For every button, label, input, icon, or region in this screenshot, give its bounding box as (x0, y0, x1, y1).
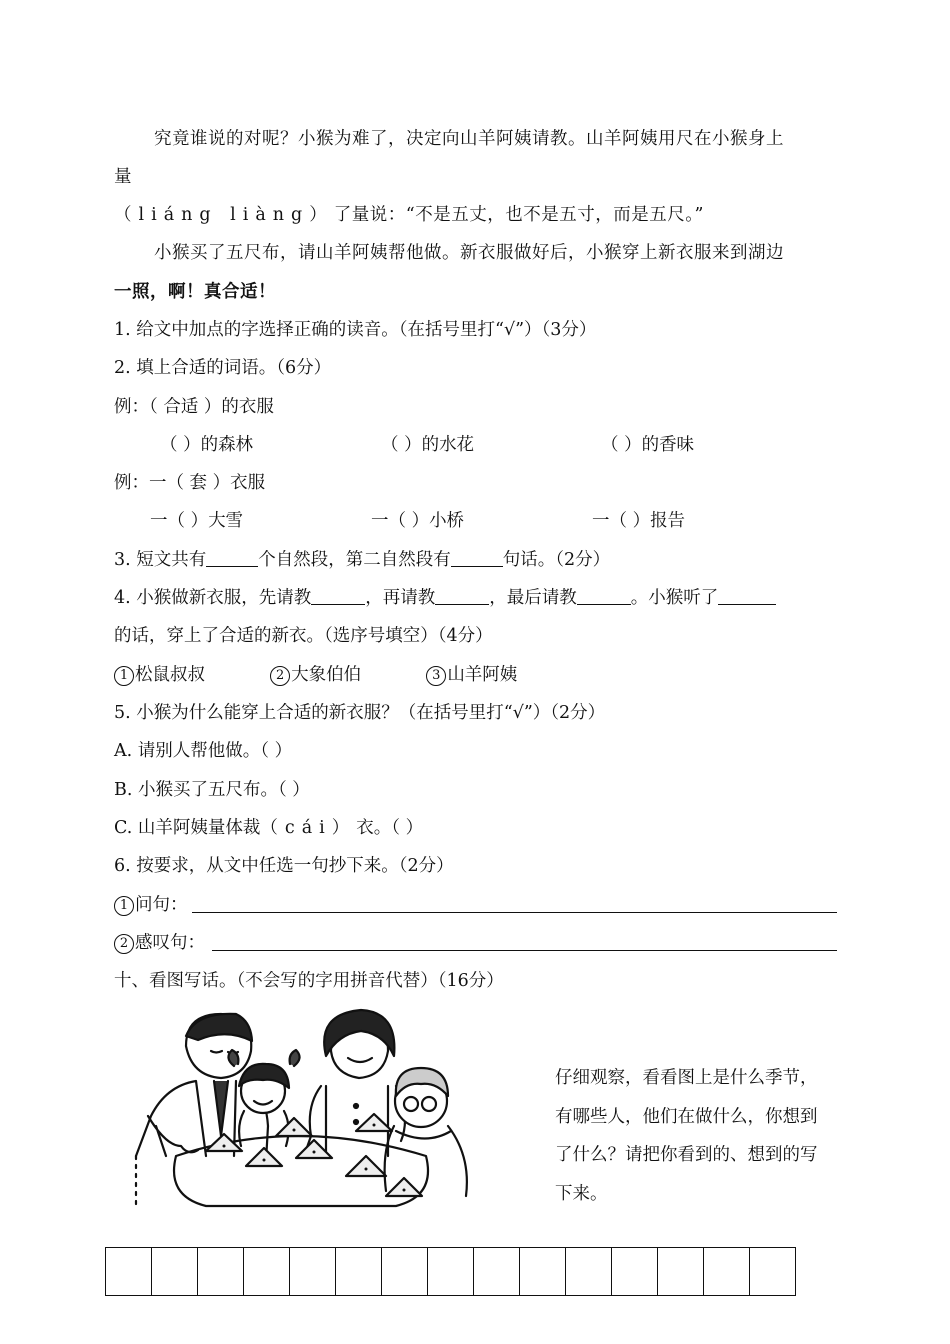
section-10-title: 十、看图写话。（不会写的字用拼音代替）（16分） (114, 971, 504, 991)
question-6: 6. 按要求，从文中任选一句抄下来。（2分） (114, 856, 454, 876)
story-p1-line1: 究竟谁说的对呢？小猴为难了，决定向山羊阿姨请教。山羊阿姨用尺在小猴身上 (154, 129, 784, 149)
writing-grid-cell[interactable] (520, 1248, 566, 1295)
family-watermelon-illustration (126, 1006, 480, 1212)
writing-grid-cell[interactable] (152, 1248, 198, 1295)
q4-option-2: 2 大象伯伯 (270, 665, 361, 685)
writing-prompt-line-1: 仔细观察，看看图上是什么季节， (555, 1068, 818, 1088)
q3-blank-paragraphs[interactable] (206, 550, 258, 567)
writing-grid-cell[interactable] (704, 1248, 750, 1295)
writing-grid-cell[interactable] (290, 1248, 336, 1295)
q4-text-b: ，再请教 (365, 588, 436, 608)
circled-number-2: 2 (270, 666, 290, 686)
q6-question-label: 1 问句： (114, 893, 188, 917)
q4-line-2: 的话，穿上了合适的新衣。（选序号填空）（4分） (114, 626, 493, 646)
q6-question-answer-line[interactable] (192, 912, 837, 913)
q3-text-a: 3. 短文共有 (114, 550, 207, 570)
question-5: 5. 小猴为什么能穿上合适的新衣服？（在括号里打“√”）（2分） (114, 703, 606, 723)
writing-grid-cell[interactable] (474, 1248, 520, 1295)
writing-prompt-line-4: 下来。 (555, 1184, 608, 1204)
story-p2-line1: 小猴买了五尺布，请山羊阿姨帮他做。新衣服做好后，小猴穿上新衣服来到湖边 (154, 243, 784, 263)
q4-blank-1[interactable] (311, 588, 365, 605)
circled-number-1: 1 (114, 896, 134, 916)
q3-text-c: 句话。（2分） (502, 550, 611, 570)
circled-number-1: 1 (114, 666, 134, 686)
writing-grid-cell[interactable] (612, 1248, 658, 1295)
q2-blank-forest[interactable]: （ ）的森林 (160, 435, 254, 455)
q4-blank-3[interactable] (577, 588, 631, 605)
q4-option-1: 1 松鼠叔叔 (114, 665, 205, 685)
q2-blank-fragrance[interactable]: （ ）的香味 (601, 435, 695, 455)
q2-blank-bridge[interactable]: 一（ ）小桥 (371, 511, 465, 531)
writing-grid-cell[interactable] (566, 1248, 612, 1295)
story-p1-line3-text: 了量说：“不是五丈，也不是五寸，而是五尺。” (333, 205, 704, 225)
q4-text-d: 。小猴听了 (630, 588, 719, 608)
writing-grid-cell[interactable] (198, 1248, 244, 1295)
writing-prompt-line-2: 有哪些人，他们在做什么，你想到 (555, 1107, 818, 1127)
writing-grid-cell[interactable] (106, 1248, 152, 1295)
q3-text-b: 个自然段，第二自然段有 (258, 550, 451, 570)
pinyin-cai: （cái） (260, 818, 357, 838)
circled-number-3: 3 (426, 666, 446, 686)
q4-options (114, 663, 517, 687)
writing-prompt-line-3: 了什么？请把你看到的、想到的写 (555, 1145, 818, 1165)
writing-grid-cell[interactable] (382, 1248, 428, 1295)
question-2: 2. 填上合适的词语。（6分） (114, 358, 332, 378)
q5-option-b[interactable]: B. 小猴买了五尺布。（ ） (114, 780, 310, 800)
q4-blank-2[interactable] (435, 588, 489, 605)
writing-grid-cell[interactable] (658, 1248, 704, 1295)
story-p1-line2: 量 (114, 167, 132, 187)
question-3 (114, 548, 610, 572)
question-1: 1. 给文中加点的字选择正确的读音。（在括号里打“√”）（3分） (114, 320, 597, 340)
q2-blank-snow[interactable]: 一（ ）大雪 (150, 511, 244, 531)
q2-blank-report[interactable]: 一（ ）报告 (592, 511, 686, 531)
writing-grid-cell[interactable] (336, 1248, 382, 1295)
q5-c-text-b: 衣。（ ） (356, 818, 424, 838)
q4-text-a: 4. 小猴做新衣服，先请教 (114, 588, 312, 608)
question-4 (114, 586, 776, 610)
story-p1-line3 (114, 203, 704, 227)
q6-exclamation-answer-line[interactable] (212, 950, 837, 951)
q5-c-text-a: C. 山羊阿姨量体裁 (114, 818, 261, 838)
q2-example-1: 例：（ 合适 ）的衣服 (114, 397, 274, 417)
q4-option-3: 3 山羊阿姨 (426, 665, 517, 685)
story-p2-line2: 一照，啊！真合适！ (114, 282, 276, 302)
q4-text-c: ，最后请教 (489, 588, 577, 608)
q5-option-c[interactable] (114, 816, 423, 840)
q5-option-a[interactable]: A. 请别人帮他做。（ ） (114, 741, 293, 761)
pinyin-liang: （liáng liàng） (114, 205, 334, 225)
circled-number-2: 2 (114, 934, 134, 954)
writing-grid-cell[interactable] (244, 1248, 290, 1295)
q2-example-2: 例：一（ 套 ）衣服 (114, 473, 266, 493)
writing-grid-cell[interactable] (428, 1248, 474, 1295)
writing-grid-cell[interactable] (750, 1248, 796, 1295)
writing-grid (105, 1247, 796, 1296)
q2-blank-spray[interactable]: （ ）的水花 (381, 435, 475, 455)
q6-exclamation-label: 2 感叹句： (114, 931, 205, 955)
q3-blank-sentences[interactable] (451, 550, 503, 567)
q4-blank-4[interactable] (718, 588, 776, 605)
